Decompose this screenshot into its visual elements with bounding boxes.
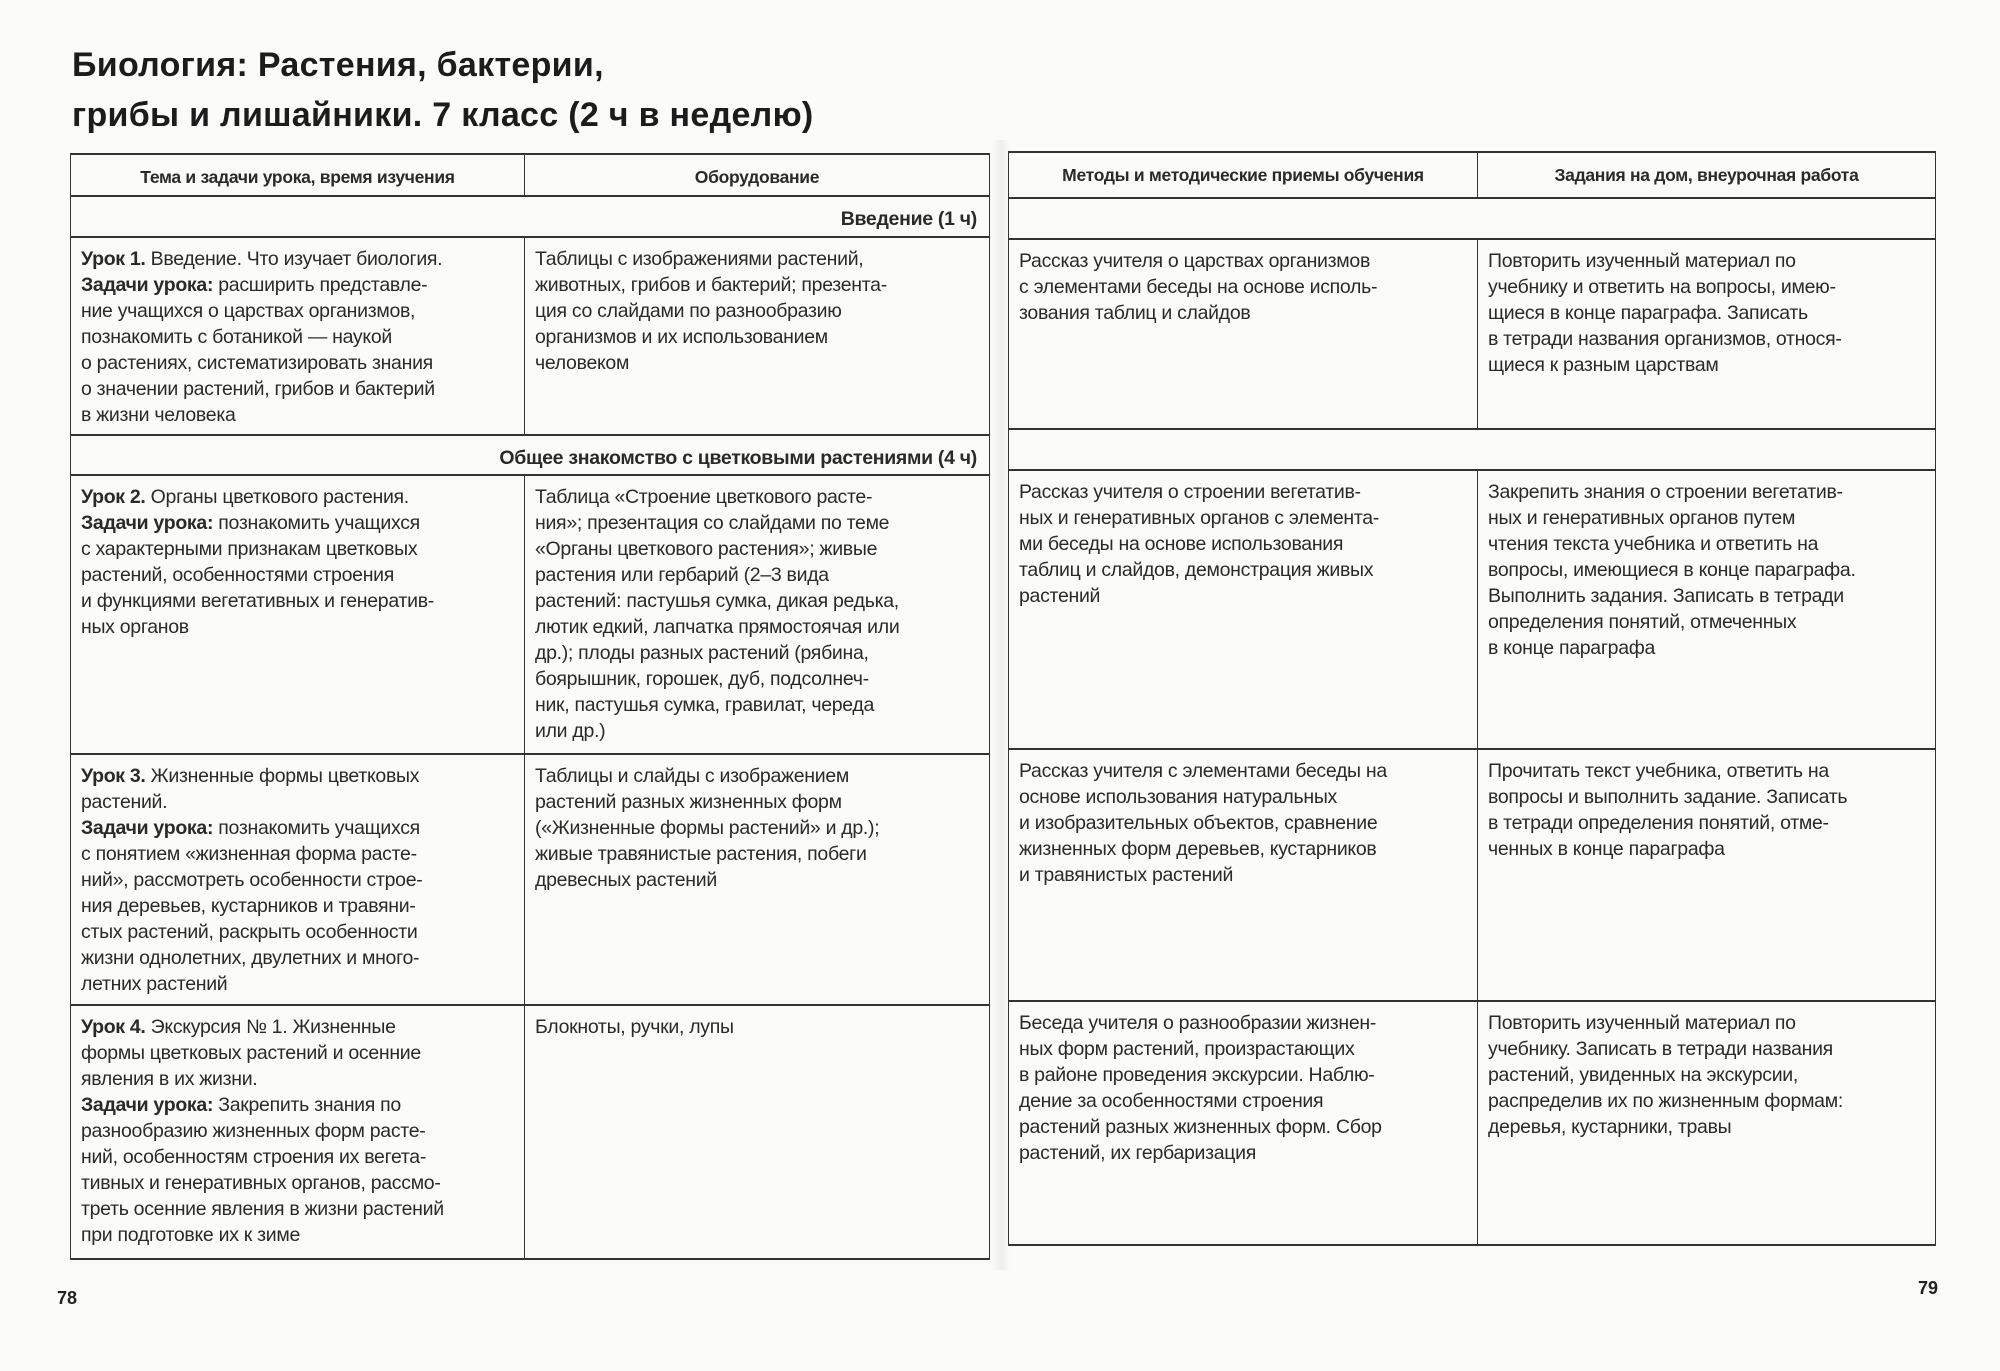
lesson-row [71,753,989,1004]
lesson-methods: Рассказ учителя о строении вегетатив- ных и генеративных органов с элемента- ми беседы на основе использования таблиц и слайдов, демонстрация живых растений [1019,481,1379,607]
tasks-label: Задачи урока: [81,817,214,839]
lesson-row [1009,238,1935,428]
lesson-label: Урок 4. [81,1016,146,1038]
lesson-equipment: Таблица «Строение цветкового расте- ния»; презентация со слайдами по теме «Органы цветкового растения»; живые растения или гербарий (2–3 вида растений: пастушья сумка, дикая редька, лютик едкий, лапчатка прямостоячая или др.); плоды разных растений (рябина, боярышник, горошек, дуб, подсолнеч- ник, пастушья сумка, гравилат, череда или др.) [524,476,989,753]
lesson-label: Урок 3. [81,765,146,787]
section-flowering: Общее знакомство с цветковыми растениями (4 ч) [499,447,977,469]
section-flowering-spacer [1009,428,1935,469]
lesson-row [1009,1000,1935,1246]
tasks-label: Задачи урока: [81,274,214,296]
lesson-row [71,236,989,434]
lesson-homework: Закрепить знания о строении вегетатив- ных и генеративных органов путем чтения текста учебника и ответить на вопросы, имеющиеся в конце параграфа. Выполнить задания. Записать в тетради определения понятий, отмеченных в конце параграфа [1477,471,1935,748]
tasks-label: Задачи урока: [81,512,214,534]
title-line-1: Биология: Растения, бактерии, [72,46,604,84]
lesson-row [71,1004,989,1260]
lesson-topic [71,1006,524,1258]
lesson-tasks: познакомить учащихся с понятием «жизненная форма расте- ний», рассмотреть особенности строе- ния деревьев, кустарников и травяни- стых растений, раскрыть особенности жизни однолетних, двулетних и много- летних растений [81,817,423,995]
lesson-methods: Рассказ учителя о царствах организмов с элементами беседы на основе исполь- зования таблиц и слайдов [1019,250,1378,324]
title-line-2: грибы и лишайники. 7 класс (2 ч в неделю) [72,96,814,134]
header-equipment: Оборудование [524,155,989,195]
header-topic: Тема и задачи урока, время изучения [140,167,455,187]
lesson-row [71,474,989,753]
page-number-left: 78 [57,1288,78,1308]
left-header-row [71,153,989,195]
lesson-tasks: Закрепить знания по разнообразию жизненных форм расте- ний, особенностям строения их вегета- тивных и генеративных органов, рассмо- треть осенние явления в жизни растений при подготовке их к зиме [81,1094,444,1246]
section-intro-spacer [1009,197,1935,238]
lesson-equipment: Таблицы и слайды с изображением растений разных жизненных форм («Жизненные формы растений» и др.); живые травянистые растения, побеги древесных растений [524,755,989,1004]
lesson-topic [71,238,524,434]
right-header-row [1009,151,1935,197]
lesson-homework: Прочитать текст учебника, ответить на вопросы и выполнить задание. Записать в тетради определения понятий, отме- ченных в конце параграфа [1477,750,1935,1000]
tasks-label: Задачи урока: [81,1094,214,1116]
lesson-row [1009,469,1935,748]
page-title [72,40,814,140]
lesson-label: Урок 2. [81,486,146,508]
page-number-right: 79 [1918,1278,1939,1298]
lesson-topic [71,476,524,753]
lesson-row [1009,748,1935,1000]
lesson-methods: Рассказ учителя с элементами беседы на основе использования натуральных и изобразительных объектов, сравнение жизненных форм деревьев, кустарников и травянистых растений [1019,760,1387,886]
lesson-tasks: познакомить учащихся с характерными признакам цветковых растений, особенностями строения и функциями вегетативных и генератив- ных органов [81,512,434,638]
lesson-label: Урок 1. [81,248,146,270]
lesson-title: Органы цветкового растения. [150,486,409,508]
lesson-tasks: расширить представле- ние учащихся о царствах организмов, познакомить с ботаникой — наукой о растениях, систематизировать знания о значении растений, грибов и бактерий в жизни человека [81,274,435,426]
section-intro-row [71,195,989,236]
lesson-topic [71,755,524,1004]
section-intro: Введение (1 ч) [840,208,977,230]
lesson-homework: Повторить изученный материал по учебнику и ответить на вопросы, имею- щиеся в конце параграфа. Записать в тетради названия организмов, относя- щиеся к разным царствам [1477,240,1935,428]
header-homework: Задания на дом, внеурочная работа [1477,153,1935,197]
lesson-title: Введение. Что изучает биология. [150,248,443,270]
left-plan-table [70,153,990,1260]
lesson-equipment: Таблицы с изображениями растений, животных, грибов и бактерий; презента- ция со слайдами по разнообразию организмов и их использованием человеком [524,238,989,434]
header-methods: Методы и методические приемы обучения [1062,165,1424,185]
lesson-title: Жизненные формы цветковых растений. [81,765,420,813]
lesson-homework: Повторить изученный материал по учебнику. Записать в тетради названия растений, увиденных на экскурсии, распределив их по жизненным формам: деревья, кустарники, травы [1477,1002,1935,1244]
lesson-equipment: Блокноты, ручки, лупы [524,1006,989,1258]
section-flowering-row [71,434,989,474]
right-plan-table [1008,151,1936,1246]
lesson-title: Экскурсия № 1. Жизненные формы цветковых растений и осенние явления в их жизни. [81,1016,421,1090]
lesson-methods: Беседа учителя о разнообразии жизнен- ных форм растений, произрастающих в районе проведения экскурсии. Наблю- дение за особенностями строения растений разных жизненных форм. Сбор растений, их гербаризация [1019,1012,1382,1164]
